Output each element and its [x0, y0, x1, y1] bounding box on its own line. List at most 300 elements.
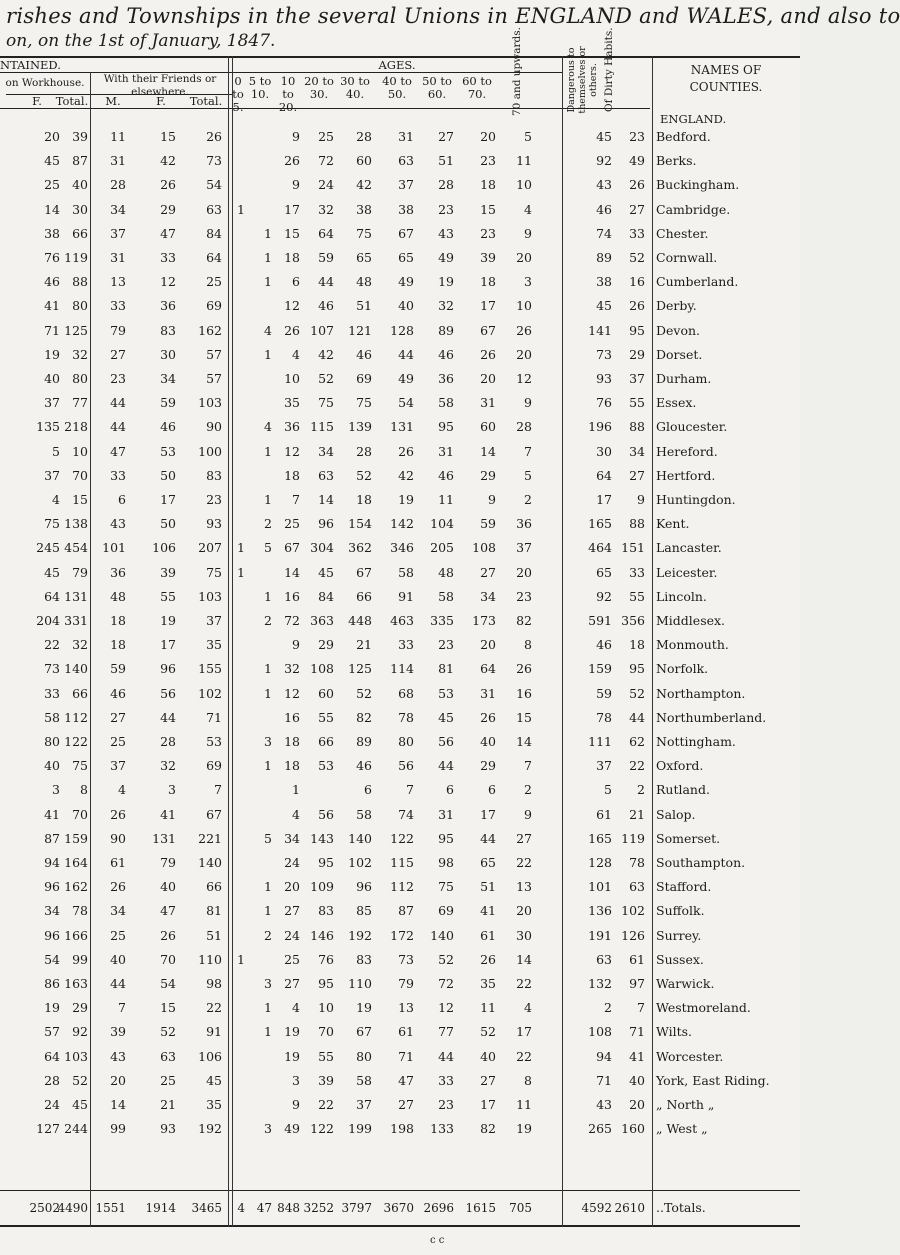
cell-f2: 50: [160, 467, 176, 483]
cell-t: 164: [64, 855, 88, 870]
cell-dan: 94: [596, 1048, 612, 1064]
cell-t: 138: [64, 516, 88, 532]
cell-m: 26: [110, 879, 126, 895]
cell-m: 14: [110, 1097, 126, 1112]
cell-dan: 101: [588, 879, 612, 895]
cell-f2: 41: [160, 806, 176, 822]
cell-m: 40: [110, 951, 126, 967]
cell-a50: 32: [438, 298, 454, 314]
cell-a5: 47: [256, 1201, 272, 1215]
cell-t2: 155: [198, 661, 222, 677]
cell-dan: 132: [588, 976, 612, 991]
cell-a10: 25: [284, 951, 300, 967]
cell-a70: 7: [524, 443, 532, 459]
cell-a30: 96: [356, 879, 372, 895]
cell-t2: 57: [206, 371, 222, 386]
cell-a30: 67: [356, 1024, 372, 1040]
cell-a30: 154: [348, 516, 372, 532]
cell-a5: 5: [264, 540, 272, 556]
cell-f: 245: [36, 540, 60, 556]
cell-a70: 3: [524, 274, 532, 290]
age-10-20-header: 10 to 20.: [278, 74, 298, 114]
title-line-2: on, on the 1st of January, 1847.: [6, 31, 276, 51]
cell-t: 454: [64, 540, 88, 556]
cell-a70: 705: [509, 1201, 532, 1215]
cell-a20: 143: [310, 830, 334, 846]
cell-t: 88: [72, 274, 88, 290]
cell-dir: 2610: [614, 1201, 645, 1215]
county-name: Stafford.: [656, 879, 712, 895]
cell-t: 166: [64, 927, 88, 943]
age-0-5-header: 0 to 5.: [232, 74, 244, 114]
cell-m: 18: [110, 613, 126, 628]
cell-a5: 1: [264, 1000, 272, 1016]
cell-t: 119: [64, 250, 88, 265]
cell-a40: 47: [398, 1072, 414, 1088]
county-name: Hertford.: [656, 467, 716, 483]
cell-dir: 21: [629, 806, 645, 822]
cell-a40: 26: [398, 443, 414, 459]
cell-a50: 95: [438, 830, 454, 846]
cell-dir: 40: [629, 1072, 645, 1088]
cell-a40: 7: [406, 782, 414, 798]
cell-f2: 30: [160, 346, 176, 362]
cell-a70: 36: [516, 516, 532, 532]
county-name: Huntingdon.: [656, 492, 736, 507]
cell-m: 44: [110, 395, 126, 411]
cell-a10: 36: [284, 419, 300, 435]
cell-dan: 64: [596, 467, 612, 483]
cell-a30: 85: [356, 903, 372, 919]
cell-a5: 1: [264, 492, 272, 507]
cell-a70: 20: [516, 903, 532, 919]
cell-m: 13: [110, 274, 126, 290]
cell-f2: 33: [160, 250, 176, 265]
cell-t2: 69: [206, 298, 222, 314]
county-name: Monmouth.: [656, 637, 729, 653]
cell-a50: 33: [438, 1072, 454, 1088]
cell-a40: 19: [398, 492, 414, 507]
cell-t2: 3465: [191, 1201, 222, 1215]
county-name: Warwick.: [656, 976, 715, 991]
cell-t2: 67: [206, 806, 222, 822]
cell-m: 46: [110, 685, 126, 701]
cell-f2: 96: [160, 661, 176, 677]
cell-a50: 11: [438, 492, 454, 507]
cell-dir: 356: [621, 613, 645, 628]
dangerous-header: Dangerous to themselves or others.: [566, 46, 599, 114]
age-5-10-header: 5 to 10.: [248, 74, 272, 101]
cell-a30: 82: [356, 709, 372, 725]
cell-a70: 19: [516, 1121, 532, 1137]
cell-a60: 17: [480, 806, 496, 822]
cell-a20: 45: [318, 564, 334, 580]
cell-a20: 66: [318, 734, 334, 749]
cell-dir: 16: [629, 274, 645, 290]
f2-header: F.: [156, 94, 166, 108]
cell-t: 162: [64, 879, 88, 895]
cell-a40: 115: [390, 855, 414, 870]
cell-m: 25: [110, 927, 126, 943]
cell-f2: 21: [160, 1097, 176, 1112]
county-name: Middlesex.: [656, 613, 726, 628]
cell-t: 87: [72, 153, 88, 169]
cell-a50: 19: [438, 274, 454, 290]
cell-a40: 463: [390, 613, 414, 628]
cell-t2: 83: [206, 467, 222, 483]
cell-a5: 4: [264, 419, 272, 435]
cell-a50: 51: [438, 153, 454, 169]
cell-a40: 42: [398, 467, 414, 483]
cell-a5: 1: [264, 903, 272, 919]
cell-t2: 162: [198, 322, 222, 338]
cell-a70: 10: [516, 298, 532, 314]
cell-f: 96: [44, 927, 60, 943]
cell-dir: 88: [629, 516, 645, 532]
cell-t: 80: [72, 298, 88, 314]
cell-a30: 52: [356, 685, 372, 701]
cell-a5: 1: [264, 1024, 272, 1040]
cell-a20: 109: [310, 879, 334, 895]
cell-a10: 9: [292, 177, 300, 193]
cell-dir: 33: [629, 564, 645, 580]
cell-a70: 4: [524, 1000, 532, 1016]
cell-a70: 20: [516, 250, 532, 265]
cell-a20: 95: [318, 976, 334, 991]
age-50-60-header: 50 to 60.: [422, 74, 452, 101]
cell-t2: 45: [206, 1072, 222, 1088]
cell-a10: 12: [284, 298, 300, 314]
cell-f2: 106: [152, 540, 176, 556]
cell-t2: 64: [206, 250, 222, 265]
cell-f2: 53: [160, 443, 176, 459]
cell-a5: 2: [264, 613, 272, 628]
cell-a40: 128: [390, 322, 414, 338]
cell-t2: 63: [206, 201, 222, 217]
cell-a50: 75: [438, 879, 454, 895]
cell-dir: 63: [629, 879, 645, 895]
cell-dir: 95: [629, 661, 645, 677]
cell-a50: 53: [438, 685, 454, 701]
cell-m: 33: [110, 298, 126, 314]
cell-t: 75: [72, 758, 88, 774]
cell-a10: 1: [292, 782, 300, 798]
cell-dan: 38: [596, 274, 612, 290]
cell-a10: 4: [292, 806, 300, 822]
cell-a40: 61: [398, 1024, 414, 1040]
cell-a40: 87: [398, 903, 414, 919]
age-70-up-header: 70 and upwards.: [511, 27, 523, 116]
dirty-habits-header: Of Dirty Habits.: [603, 27, 615, 112]
cell-a50: 44: [438, 758, 454, 774]
cell-dir: 88: [629, 419, 645, 435]
cell-a70: 14: [516, 734, 532, 749]
cell-dir: 22: [629, 758, 645, 774]
cell-dan: 128: [588, 855, 612, 870]
county-name: Essex.: [656, 395, 697, 411]
bottom-rule: [0, 1225, 800, 1227]
totals-top-rule: [0, 1190, 800, 1191]
cell-a5: 5: [264, 830, 272, 846]
cell-t: 140: [64, 661, 88, 677]
county-name: Lincoln.: [656, 588, 707, 604]
cell-f2: 26: [160, 927, 176, 943]
cell-t: 218: [64, 419, 88, 435]
cell-m: 101: [102, 540, 126, 556]
county-name: Southampton.: [656, 855, 746, 870]
cell-a40: 71: [398, 1048, 414, 1064]
cell-a50: 98: [438, 855, 454, 870]
cell-t: 29: [72, 1000, 88, 1016]
cell-m: 34: [110, 903, 126, 919]
cell-a10: 34: [284, 830, 300, 846]
cell-a10: 18: [284, 734, 300, 749]
cell-a40: 27: [398, 1097, 414, 1112]
cell-t2: 75: [206, 564, 222, 580]
cell-f2: 59: [160, 395, 176, 411]
cell-t: 112: [64, 709, 88, 725]
cell-f: 19: [44, 346, 60, 362]
cell-a60: 31: [480, 685, 496, 701]
cell-a50: 12: [438, 1000, 454, 1016]
cell-a10: 17: [284, 201, 300, 217]
cell-dan: 76: [596, 395, 612, 411]
county-name: Berks.: [656, 153, 697, 169]
age-30-40-header: 30 to 40.: [340, 74, 370, 101]
cell-a30: 199: [348, 1121, 372, 1137]
county-name: Sussex.: [656, 951, 704, 967]
cell-f2: 93: [160, 1121, 176, 1137]
cell-a40: 73: [398, 951, 414, 967]
cell-t2: 100: [198, 443, 222, 459]
cell-t2: 90: [206, 419, 222, 435]
cell-a50: 6: [446, 782, 454, 798]
cell-a10: 14: [284, 564, 300, 580]
cell-a10: 18: [284, 758, 300, 774]
cell-a50: 58: [438, 395, 454, 411]
cell-dan: 196: [588, 419, 612, 435]
cell-f: 22: [44, 637, 60, 653]
cell-t: 8: [80, 782, 88, 798]
cell-a70: 9: [524, 395, 532, 411]
cell-t2: 103: [198, 588, 222, 604]
cell-a40: 79: [398, 976, 414, 991]
cell-a70: 2: [524, 492, 532, 507]
cell-a30: 46: [356, 758, 372, 774]
cell-a60: 1615: [465, 1201, 496, 1215]
cell-f: 204: [36, 613, 60, 628]
cell-a20: 3252: [303, 1201, 334, 1215]
cell-f: 28: [44, 1072, 60, 1088]
cell-a5: 3: [264, 1121, 272, 1137]
cell-a70: 27: [516, 830, 532, 846]
cell-a40: 31: [398, 129, 414, 144]
cell-a20: 34: [318, 443, 334, 459]
cell-dir: 95: [629, 322, 645, 338]
cell-a60: 31: [480, 395, 496, 411]
cell-f: 57: [44, 1024, 60, 1040]
cell-a30: 89: [356, 734, 372, 749]
cell-a30: 65: [356, 250, 372, 265]
cell-a60: 18: [480, 177, 496, 193]
cell-a0: 1: [237, 201, 245, 217]
cell-dan: 59: [596, 685, 612, 701]
cell-a60: 26: [480, 951, 496, 967]
cell-dir: 2: [637, 782, 645, 798]
cell-dan: 159: [588, 661, 612, 677]
cell-f2: 52: [160, 1024, 176, 1040]
cell-dan: 74: [596, 225, 612, 241]
cell-t2: 54: [206, 177, 222, 193]
cell-a30: 102: [348, 855, 372, 870]
cell-a60: 173: [472, 613, 496, 628]
cell-a0: 1: [237, 951, 245, 967]
county-name: Lancaster.: [656, 540, 722, 556]
cell-dan: 141: [588, 322, 612, 338]
cell-t2: 93: [206, 516, 222, 532]
cell-f: 64: [44, 1048, 60, 1064]
cell-dir: 126: [621, 927, 645, 943]
cell-a50: 31: [438, 443, 454, 459]
county-name: Rutland.: [656, 782, 710, 798]
cell-f: 135: [36, 419, 60, 435]
cell-f: 45: [44, 153, 60, 169]
cell-a70: 26: [516, 661, 532, 677]
total-header: Total.: [55, 94, 89, 108]
cell-a30: 125: [348, 661, 372, 677]
cell-a20: 60: [318, 685, 334, 701]
cell-a60: 29: [480, 758, 496, 774]
cell-t: 66: [72, 685, 88, 701]
cell-a30: 19: [356, 1000, 372, 1016]
cell-a20: 46: [318, 298, 334, 314]
cell-f2: 79: [160, 855, 176, 870]
cell-f: 25: [44, 177, 60, 193]
cell-a60: 9: [488, 492, 496, 507]
cell-a40: 40: [398, 298, 414, 314]
cell-a60: 20: [480, 129, 496, 144]
cell-a20: 29: [318, 637, 334, 653]
cell-a60: 61: [480, 927, 496, 943]
cell-a60: 26: [480, 346, 496, 362]
cell-a30: 67: [356, 564, 372, 580]
cell-m: 7: [118, 1000, 126, 1016]
cell-a60: 29: [480, 467, 496, 483]
cell-a70: 8: [524, 1072, 532, 1088]
cell-a5: 3: [264, 976, 272, 991]
cell-m: 27: [110, 346, 126, 362]
cell-a60: 40: [480, 734, 496, 749]
cell-a30: 38: [356, 201, 372, 217]
county-name: Suffolk.: [656, 903, 705, 919]
cell-dan: 5: [604, 782, 612, 798]
cell-a50: 27: [438, 129, 454, 144]
cell-t: 45: [72, 1097, 88, 1112]
cell-a30: 48: [356, 274, 372, 290]
county-name: Surrey.: [656, 927, 702, 943]
cell-a70: 11: [516, 153, 532, 169]
cell-t: 39: [72, 129, 88, 144]
cell-a50: 44: [438, 1048, 454, 1064]
cell-f: 33: [44, 685, 60, 701]
cell-a60: 65: [480, 855, 496, 870]
cell-dan: 92: [596, 153, 612, 169]
cell-f: 54: [44, 951, 60, 967]
cell-f: 24: [44, 1097, 60, 1112]
cell-a5: 1: [264, 588, 272, 604]
cell-a70: 22: [516, 855, 532, 870]
cell-a30: 52: [356, 467, 372, 483]
cell-a30: 21: [356, 637, 372, 653]
cell-f2: 17: [160, 492, 176, 507]
cell-dir: 33: [629, 225, 645, 241]
cell-dir: 97: [629, 976, 645, 991]
cell-a70: 2: [524, 782, 532, 798]
cell-t2: 51: [206, 927, 222, 943]
cell-a70: 20: [516, 346, 532, 362]
cell-m: 44: [110, 419, 126, 435]
cell-m: 20: [110, 1072, 126, 1088]
county-name: „ North „: [656, 1097, 715, 1112]
county-name: Norfolk.: [656, 661, 709, 677]
cell-dan: 37: [596, 758, 612, 774]
cell-a20: 95: [318, 855, 334, 870]
cell-a40: 56: [398, 758, 414, 774]
cell-f2: 19: [160, 613, 176, 628]
cell-a70: 28: [516, 419, 532, 435]
cell-t: 122: [64, 734, 88, 749]
cell-a10: 9: [292, 129, 300, 144]
cell-a50: 95: [438, 419, 454, 435]
cell-a5: 1: [264, 443, 272, 459]
cell-a40: 91: [398, 588, 414, 604]
cell-t: 78: [72, 903, 88, 919]
cell-a30: 60: [356, 153, 372, 169]
cell-a20: 304: [310, 540, 334, 556]
cell-f2: 70: [160, 951, 176, 967]
cell-dir: 27: [629, 467, 645, 483]
cell-a10: 24: [284, 855, 300, 870]
cell-a60: 27: [480, 1072, 496, 1088]
cell-a60: 51: [480, 879, 496, 895]
cell-a70: 12: [516, 371, 532, 386]
cell-a30: 80: [356, 1048, 372, 1064]
cell-a10: 6: [292, 274, 300, 290]
title-line-1: rishes and Townships in the several Unions in ENGLAND and WALES, and also to: [6, 4, 900, 28]
cell-f: 37: [44, 395, 60, 411]
cell-a40: 80: [398, 734, 414, 749]
cell-dir: 7: [637, 1000, 645, 1016]
cell-a40: 38: [398, 201, 414, 217]
cell-a10: 26: [284, 322, 300, 338]
cell-a20: 122: [310, 1121, 334, 1137]
county-name: Buckingham.: [656, 177, 740, 193]
cell-dan: 92: [596, 588, 612, 604]
cell-a10: 25: [284, 516, 300, 532]
cell-dan: 63: [596, 951, 612, 967]
county-name: Worcester.: [656, 1048, 724, 1064]
cell-a50: 28: [438, 177, 454, 193]
cell-f: 41: [44, 298, 60, 314]
county-name: Kent.: [656, 516, 690, 532]
cell-f2: 55: [160, 588, 176, 604]
cell-m: 37: [110, 758, 126, 774]
cell-a30: 139: [348, 419, 372, 435]
cell-dir: 34: [629, 443, 645, 459]
cell-a70: 11: [516, 1097, 532, 1112]
cell-a40: 44: [398, 346, 414, 362]
cell-dan: 73: [596, 346, 612, 362]
